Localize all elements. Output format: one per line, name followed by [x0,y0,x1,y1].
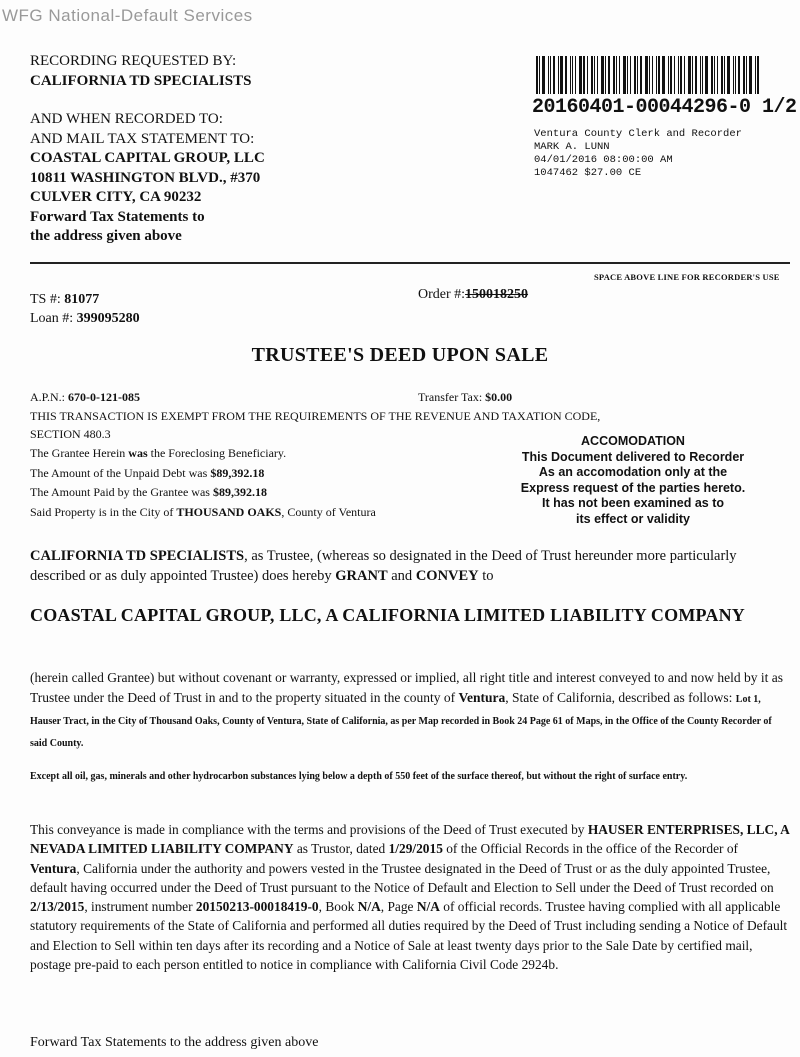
barcode-bar [539,56,540,94]
barcode-bar [565,56,567,94]
barcode-bar [623,56,626,94]
barcode-bar [619,56,620,94]
barcode-bar [591,56,593,94]
header-stamp: WFG National-Default Services [2,6,253,25]
page-title: TRUSTEE'S DEED UPON SALE [251,344,549,366]
property-paragraph: (herein called Grantee) but without covenant or warranty, expressed or implied, all right title and interest conveyed to and now held by it as Trustee under the Deed of Trust in and to the property situated in the county of Ventura, State of California, described as follows: Lot 1, Hauser Tract, in the City of Thousand Oaks, County of Ventura, State of California, as per Map recorded in Book 24 Page 61 of Maps, in the Office of the County Recorder of said County. [30,670,784,749]
barcode-bar [601,56,604,94]
barcode-bar [743,56,745,94]
barcode-bar [674,56,675,94]
recorder-office: Ventura County Clerk and Recorder [534,128,742,140]
barcode-bar [702,56,703,94]
barcode-bar [735,56,736,94]
amount-paid: The Amount Paid by the Grantee was $89,392.18 [30,485,267,499]
barcode-bar [572,56,573,94]
barcode-bar [560,56,563,94]
accommodation-stamp: ACCOMODATION This Document delivered to Recorder As an accomodation only at the Express request of the parties hereto. It has not been examined as to its effect or validity [520,434,746,526]
recording-block [30,52,265,247]
barcode-bar [634,56,636,94]
barcode-bar [668,56,669,94]
barcode-bar [550,56,551,94]
forward-line-2: the address given above [30,228,182,244]
barcode-bar [637,56,638,94]
barcode-bar [724,56,725,94]
barcode-bar [717,56,718,94]
apn: A.P.N.: 670-0-121-085 [30,390,141,404]
barcode-bar [594,56,595,94]
property-location: Said Property is in the City of THOUSAND OAKS, County of Ventura [30,504,376,519]
mail-label-2: AND MAIL TAX STATEMENT TO: [30,130,255,147]
barcode-bar [688,56,691,94]
barcode-bar [645,56,648,94]
grantee-beneficiary: The Grantee Herein was the Foreclosing Beneficiary. [30,446,287,460]
mail-name: COASTAL CAPITAL GROUP, LLC [30,150,265,166]
barcode-bar [587,56,588,94]
barcode-bar [542,56,545,94]
barcode-bar [721,56,723,94]
requested-by-label: RECORDING REQUESTED BY: [30,53,237,69]
recorder-name: MARK A. LUNN [534,141,610,153]
barcode-bar [711,56,713,94]
unpaid-debt: The Amount of the Unpaid Debt was $89,392.18 [30,465,265,480]
barcode-bar [714,56,715,94]
recorded-datetime: 04/01/2016 08:00:00 AM [534,154,673,166]
barcode-bar [608,56,610,94]
barcode-bar [583,56,585,94]
ts-number: TS #: 81077 [30,292,100,307]
barcode-bar [678,56,679,94]
barcode-bar [749,56,752,94]
exception-paragraph: Except all oil, gas, minerals and other hydrocarbon substances lying below a depth of 550 feet of the surface thereof, but without the right of surface entry. [30,771,688,782]
forward-line-1: Forward Tax Statements to [30,208,205,225]
sale-details [30,444,376,522]
grant-paragraph: CALIFORNIA TD SPECIALISTS, as Trustee, (whereas so designated in the Deed of Trust hereunder more particularly described or as duly appointed Trustee) does hereby GRANT and CONVEY to [30,548,737,584]
space-above-note: SPACE ABOVE LINE FOR RECORDER'S USE [594,272,780,282]
barcode-bar [548,56,549,94]
barcode-bar [616,56,617,94]
barcode-bar [597,56,598,94]
barcode-bar [670,56,672,94]
recording-fee: 1047462 $27.00 CE [534,167,642,179]
ts-loan-block [30,290,140,328]
mail-address-2: CULVER CITY, CA 90232 [30,189,202,205]
barcode-bar [746,56,747,94]
barcode-bar [757,56,759,94]
barcode-bar [570,56,571,94]
barcode-bar [695,56,697,94]
barcode-bar [553,56,555,94]
exemption-note: THIS TRANSACTION IS EXEMPT FROM THE REQUIREMENTS OF THE REVENUE AND TAXATION CODE, SECTION 480.3 [30,409,601,441]
barcode-bar [575,56,576,94]
barcode-bar [755,56,756,94]
barcode-bar [692,56,693,94]
barcode-bar [684,56,685,94]
barcode-bar [738,56,740,94]
transfer-tax: Transfer Tax: $0.00 [418,390,513,404]
mail-label-1: AND WHEN RECORDED TO: [30,111,223,127]
barcode-bar [536,56,538,94]
barcode-bar [630,56,631,94]
barcode-bar [627,56,628,94]
barcode-bar [605,56,606,94]
compliance-paragraph: This conveyance is made in compliance with the terms and provisions of the Deed of Trust executed by HAUSER ENTERPRISES, LLC, A NEVADA LIMITED LIABILITY COMPANY as Trustor, dated 1/29/2015 of the Official Records in the office of the Recorder of Ventura, California under the authority and powers vested in the Trustee designated in the Deed of Trust or as the duly appointed Trustee, default having occurred under the Deed of Trust pursuant to the Notice of Default and Election to Sell under the Deed of Trust recorded on 2/13/2015, instrument number 20150213-00018419-0, Book N/A, Page N/A of official records. Trustee having complied with all applicable statutory requirements of the State of California and performed all duties required by the Deed of Trust including sending a Notice of Default and Election to Sell within ten days after its recording and a Notice of Sale at least twenty days prior to the Sale Date by certified mail, postage pre-paid to each person entitled to notice in compliance with California Civil Code 2924b. [30,822,790,973]
barcode-bar [658,56,660,94]
barcode-bar [652,56,653,94]
barcode-bar [700,56,701,94]
barcode-bar [680,56,682,94]
barcode-bar [733,56,734,94]
document-number: 20160401-00044296-0 1/2 [532,96,797,119]
barcode [536,56,770,94]
barcode-bar [656,56,657,94]
forward-tax-footer: Forward Tax Statements to the address given above [30,1035,319,1050]
barcode-bar [727,56,730,94]
loan-number: Loan #: 399095280 [30,311,140,326]
barcode-bar [613,56,615,94]
mail-address-1: 10811 WASHINGTON BLVD., #370 [30,169,261,186]
recorder-divider [30,262,790,264]
barcode-bar [662,56,665,94]
barcode-bar [640,56,642,94]
requested-by-name: CALIFORNIA TD SPECIALISTS [30,72,252,89]
barcode-bar [558,56,559,94]
order-number: Order #:150018250 [418,287,529,302]
grantee-name: COASTAL CAPITAL GROUP, LLC, A CALIFORNIA LIMITED LIABILITY COMPANY [30,605,745,625]
barcode-bar [705,56,708,94]
recorder-info [534,128,742,180]
barcode-bar [649,56,650,94]
barcode-bar [579,56,582,94]
